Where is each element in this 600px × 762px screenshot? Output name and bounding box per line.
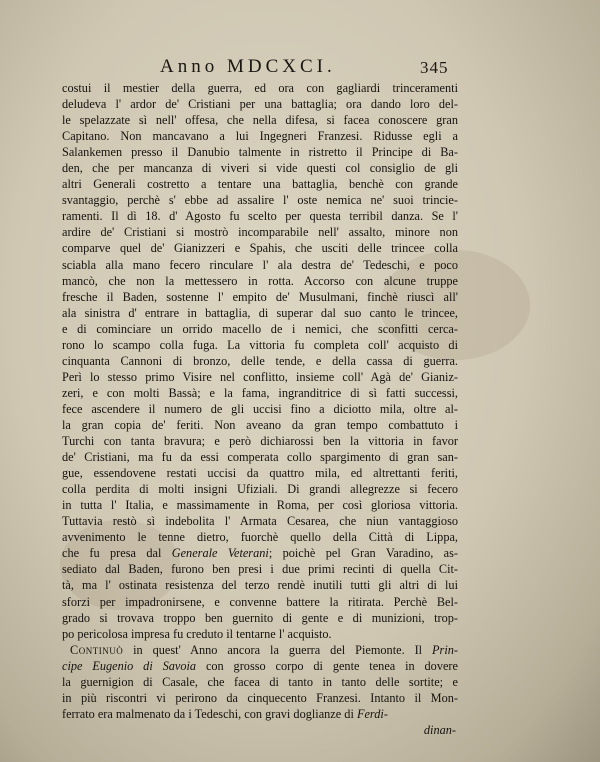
text-line: de' Cristiani, ma fu da essi comperata collo spargimento di gran san- (62, 450, 458, 465)
text-line: la gran copia de' feriti. Non aveano da gran tempo combattuto i (62, 417, 458, 432)
text-line: sciabla alla mano fecero rinculare l' ala destra de' Tedeschi, e poco (62, 257, 458, 272)
catchword: dinan- (423, 722, 456, 737)
text-line: Capitano. Non mancavano a lui Ingegneri Franzesi. Ridusse egli a (62, 129, 458, 144)
text-line: rono lo scampo colla fuga. La vittoria fu completa coll' acquisto di (62, 337, 458, 352)
text-line: sforzi per impadronirsene, e convenne battere la ritirata. Perchè Bel- (62, 594, 458, 609)
text-line: Tuttavia restò sì indebolita l' Armata Cesarea, che niun vantaggioso (62, 514, 458, 529)
text-line: comparve quel de' Gianizzeri e Spahis, che usciti delle trincee colla (62, 241, 458, 256)
text-line: Turchi con tanta bravura; e però dichiarossi ben la vittoria in favor (62, 434, 458, 449)
text-line: cinquanta Cannoni di bronzo, delle tende, e della cassa di guerra. (62, 353, 458, 368)
text-line: in tutta l' Italia, e massimamente in Roma, per così gloriosa vittoria. (62, 498, 458, 513)
text-line: ardire de' Cristiani si mostrò incomparabile nell' assalto, minore non (62, 225, 458, 240)
text-line: ramenti. Il dì 18. d' Agosto fu scelto per questa terribil danza. Se l' (62, 209, 458, 224)
text-line: costui il mestier della guerra, ed ora con gagliardi trinceramenti (62, 81, 458, 95)
text-line: Continuò in quest' Anno ancora la guerra del Piemonte. Il Prin- (70, 642, 458, 657)
text-line: e di cominciare un orrido macello de i nemici, che sconfitti cerca- (62, 321, 458, 336)
text-line: altri Generali costretto a tentare una battaglia, benchè con grande (62, 177, 458, 192)
text-line: avvenimento le tenne dietro, fuorchè quello della Città di Lippa, (62, 530, 458, 545)
text-line: fresche il Baden, sostenne l' empito de' Musulmani, finchè riuscì all' (62, 289, 458, 304)
text-line: la guernigion di Casale, che facea di tanto in tanto delle sortite; e (62, 674, 458, 689)
text-line: ferrato era malmenato da i Tedeschi, con gravi doglianze di Ferdi- (62, 706, 388, 721)
running-title: Anno MDCXCI. (160, 56, 336, 77)
text-line: deludeva l' ardor de' Cristiani per una battaglia; ora dando loro del- (62, 97, 458, 112)
text-line: grado si trovava troppo ben guernito di gente e di munizioni, trop- (62, 610, 458, 625)
text-line: svantaggio, perchè s' ebbe ad assalire l' oste nemica ne' suoi trincie- (62, 193, 458, 208)
page-header (0, 56, 600, 82)
text-line: in più riscontri vi perirono da cinquecento Franzesi. Intanto il Mon- (62, 690, 458, 705)
text-line: cipe Eugenio di Savoia con grosso corpo di gente tenea in dovere (62, 658, 458, 673)
page-number: 345 (420, 58, 449, 77)
text-line: mancò, che non la mettessero in rotta. Accorso con alcune truppe (62, 273, 458, 288)
text-line: tà, ma l' ostinata resistenza del terzo rendè inutili tutti gli altri di lui (62, 578, 458, 593)
text-line: sediato dal Baden, furono ben presi i due primi recinti di quella Cit- (62, 562, 458, 577)
text-line: le spelazzate sì nell' offesa, che nella difesa, si facea conoscere gran (62, 113, 458, 128)
text-line: ala sinistra d' entrare in battaglia, di superar dal suo canto le trincee, (62, 305, 458, 320)
text-line: po pericolosa impresa fu creduto il tentarne l' acquisto. (62, 626, 332, 641)
text-line: zeri, e con molti Bassà; e la fama, ingranditrice di sì fatti successi, (62, 385, 458, 400)
text-line: fece ascendere il numero de gli uccisi fino a diciotto mila, oltre al- (62, 401, 458, 416)
text-line: che fu presa dal Generale Veterani; poichè pel Gran Varadino, as- (62, 546, 458, 561)
text-line: Perì lo stesso primo Visire nel conflitto, insieme coll' Agà de' Gianiz- (62, 369, 458, 384)
body-text (62, 80, 458, 738)
text-line: gue, essendovene restati uccisi da quattro mila, ed altrettanti feriti, (62, 466, 458, 481)
text-line: den, che per mancanza di viveri si vide questi col consiglio de gli (62, 161, 458, 176)
text-line: colla perdita di molti insigni Ufiziali. Di grandi allegrezze si fecero (62, 482, 458, 497)
text-line: Salankemen presso il Danubio talmente in ristretto il Principe di Ba- (62, 145, 458, 160)
